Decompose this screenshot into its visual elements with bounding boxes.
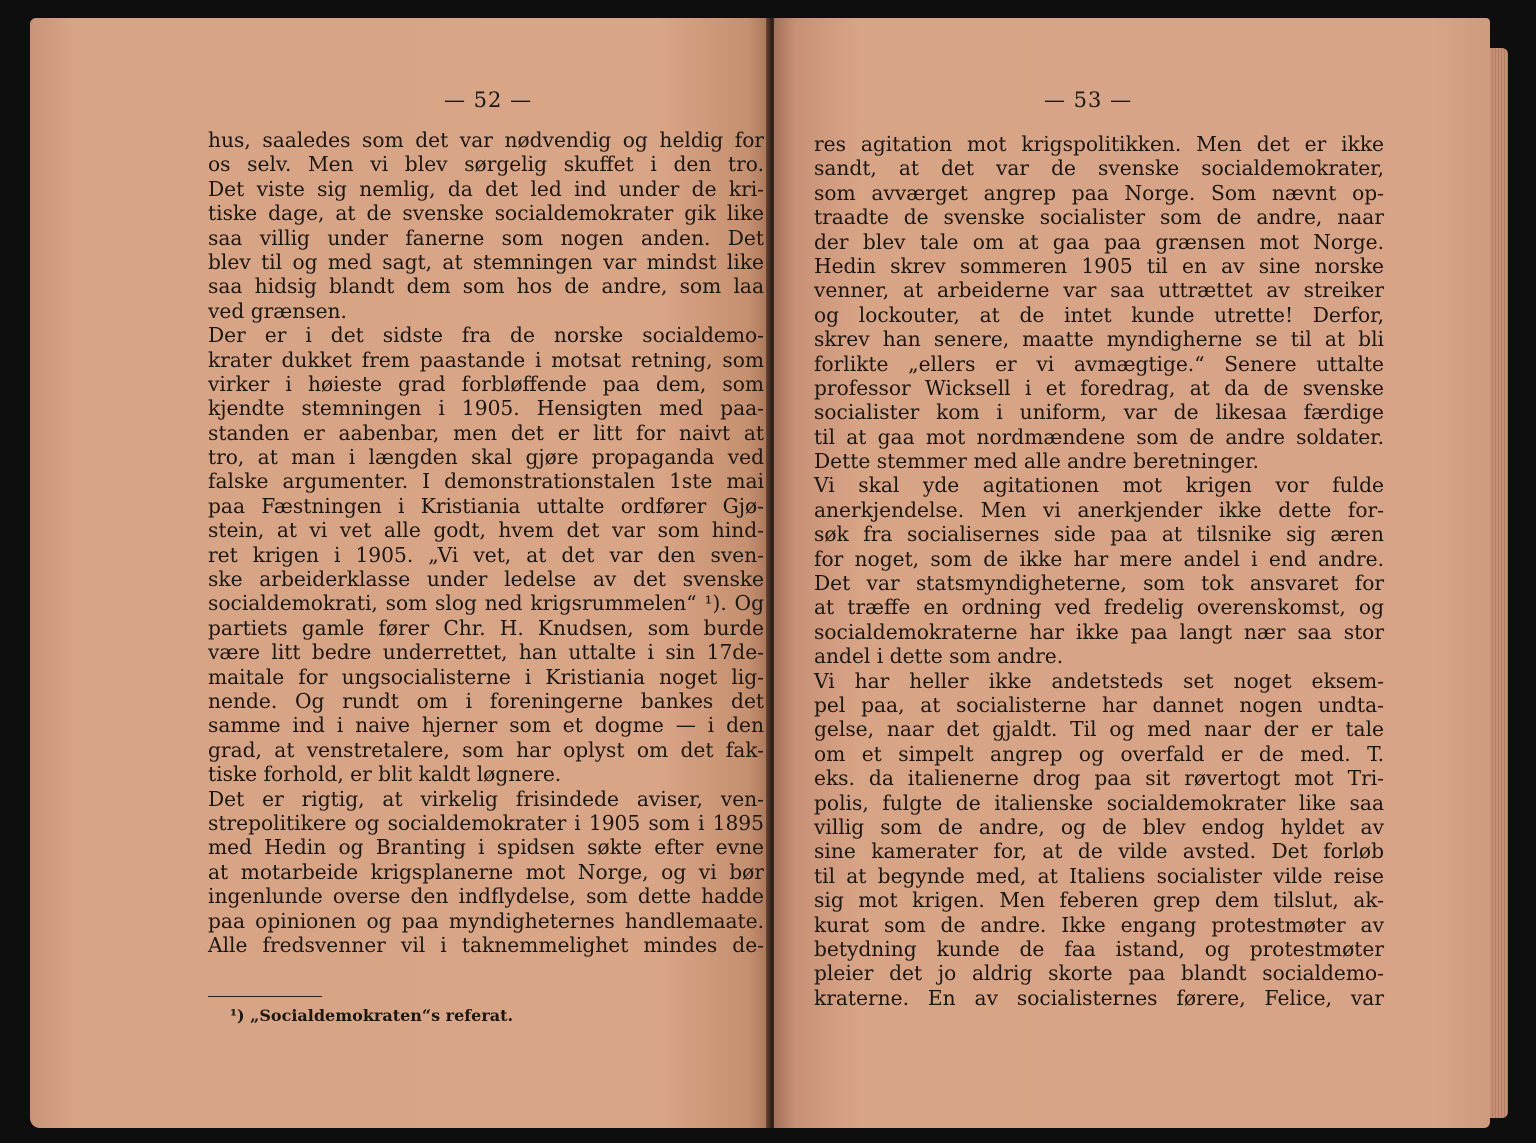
text-line: tiske dage, at de svenske socialdemokrater gik like (208, 201, 764, 226)
text-line: Det viste sig nemlig, da det led ind under de kri- (208, 176, 764, 201)
text-line: pleier det jo aldrig skorte paa blandt socialdemo- (814, 961, 1384, 986)
text-line: Dette stemmer med alle andre beretninger. (814, 449, 1259, 474)
text-line: være litt bedre underrettet, han uttalte i sin 17de- (208, 640, 764, 665)
text-line: krater dukket frem paastande i motsat retning, som (208, 347, 764, 372)
text-line: kurat som de andre. Ikke engang protestmøter av (814, 912, 1384, 937)
left-page (30, 18, 770, 1128)
text-line: eks. da italienerne drog paa sit røvertogt mot Tri- (814, 766, 1384, 791)
text-line: søk fra socialisernes side paa at tilsnike sig æren (814, 522, 1384, 547)
text-line: ret krigen i 1905. „Vi vet, at det var den sven- (208, 542, 764, 567)
text-line: der blev tale om at gaa paa grænsen mot Norge. (814, 229, 1384, 254)
text-line: betydning kunde de faa istand, og protestmøter (814, 936, 1384, 961)
page-number: — 52 — (444, 88, 533, 112)
text-line: os selv. Men vi blev sørgelig skuffet i den tro. (208, 152, 764, 177)
text-line: skrev han senere, maatte myndigherne se til at bli (814, 327, 1384, 352)
text-line: Det er rigtig, at virkelig frisindede aviser, ven- (208, 786, 764, 811)
text-line: sine kamerater for, at de vilde avsted. Det forløb (814, 839, 1384, 864)
text-line: samme ind i naive hjerner som et dogme — i den (208, 713, 764, 738)
text-line: stein, at vi vet alle godt, hvem det var som hind- (208, 518, 764, 543)
text-line: forlikte „ellers er vi avmægtige.“ Senere uttalte (814, 351, 1384, 376)
text-line: som avværget angrep paa Norge. Som nævnt op- (814, 180, 1384, 205)
text-line: til at gaa mot nordmændene som de andre soldater. (814, 424, 1384, 449)
text-line: kraterne. En av socialisternes førere, Felice, var (814, 985, 1384, 1010)
text-line: gelse, naar det gjaldt. Til og med naar der er tale (814, 717, 1384, 742)
text-line: om et simpelt angrep og overfald er de med. T. (814, 741, 1384, 766)
text-line: med Hedin og Branting i spidsen søkte efter evne (208, 835, 764, 860)
text-line: saa villig under fanerne som nogen anden. Det (208, 225, 764, 250)
text-line: Hedin skrev sommeren 1905 til en av sine norske (814, 253, 1384, 278)
text-line: strepolitikere og socialdemokrater i 1905 som i 1895 (208, 810, 764, 835)
text-line: virker i høieste grad forbløffende paa dem, som (208, 371, 764, 396)
text-line: tro, at man i længden skal gjøre propaganda ved (208, 445, 764, 470)
text-line: sandt, at det var de svenske socialdemokrater, (814, 156, 1384, 181)
text-line: Det var statsmyndigheterne, som tok ansvaret for (814, 571, 1384, 596)
text-line: falske argumenter. I demonstrationstalen 1ste mai (208, 469, 764, 494)
text-line: at træffe en ordning ved fredelig overenskomst, og (814, 595, 1384, 620)
body-text (814, 132, 1384, 1010)
text-line: maitale for ungsocialisterne i Kristiania noget lig- (208, 664, 764, 689)
footnote: ¹) „Socialdemokraten“s referat. (230, 1006, 514, 1025)
text-line: til at begynde med, at Italiens socialister vilde reise (814, 863, 1384, 888)
page-edges (1490, 48, 1508, 1118)
text-line: nende. Og rundt om i foreningerne bankes det (208, 688, 764, 713)
text-line: partiets gamle fører Chr. H. Knudsen, som burde (208, 615, 764, 640)
open-book (30, 18, 1508, 1128)
right-page (774, 18, 1490, 1128)
text-line: Vi skal yde agitationen mot krigen vor fulde (814, 473, 1384, 498)
body-text (208, 128, 764, 957)
text-line: socialdemokrati, som slog ned krigsrummelen“ ¹). Og (208, 591, 764, 616)
text-line: ved grænsen. (208, 298, 347, 323)
page-number: — 53 — (1044, 88, 1133, 112)
text-line: venner, at arbeiderne var saa uttrættet av streiker (814, 278, 1384, 303)
text-line: pel paa, at socialisterne har dannet nogen undta- (814, 692, 1384, 717)
text-line: at motarbeide krigsplanerne mot Norge, og vi bør (208, 859, 764, 884)
text-line: paa Fæstningen i Kristiania uttalte ordfører Gjø- (208, 493, 764, 518)
text-line: tiske forhold, er blit kaldt løgnere. (208, 762, 562, 787)
text-line: for noget, som de ikke har mere andel i end andre. (814, 546, 1384, 571)
text-line: socialdemokraterne har ikke paa langt nær saa stor (814, 619, 1384, 644)
text-line: og lockouter, at de intet kunde utrette! Derfor, (814, 302, 1384, 327)
text-line: sig mot krigen. Men feberen grep dem tilslut, ak- (814, 888, 1384, 913)
text-line: professor Wicksell i et foredrag, at da de svenske (814, 375, 1384, 400)
text-line: Der er i det sidste fra de norske socialdemo- (208, 323, 764, 348)
text-line: saa hidsig blandt dem som hos de andre, som laa (208, 274, 764, 299)
text-line: Alle fredsvenner vil i taknemmelighet mindes de- (208, 932, 764, 957)
text-line: blev til og med sagt, at stemningen var mindst like (208, 249, 764, 274)
text-line: grad, at venstretalere, som har oplyst om det fak- (208, 737, 764, 762)
text-line: paa opinionen og paa myndigheternes handlemaate. (208, 908, 764, 933)
text-line: polis, fulgte de italienske socialdemokrater like saa (814, 790, 1384, 815)
text-line: ske arbeiderklasse under ledelse av det svenske (208, 567, 764, 592)
text-line: standen er aabenbar, men det er litt for naivt at (208, 420, 764, 445)
text-line: hus, saaledes som det var nødvendig og heldig for (208, 128, 764, 152)
text-line: socialister kom i uniform, var de likesaa færdige (814, 400, 1384, 425)
text-line: Vi har heller ikke andetsteds set noget eksem- (814, 668, 1384, 693)
text-line: res agitation mot krigspolitikken. Men det er ikke (814, 132, 1384, 156)
footnote-rule (208, 996, 322, 997)
text-line: villig som de andre, og de blev endog hyldet av (814, 814, 1384, 839)
text-line: kjendte stemningen i 1905. Hensigten med paa- (208, 396, 764, 421)
text-line: traadte de svenske socialister som de andre, naar (814, 205, 1384, 230)
text-line: andel i dette som andre. (814, 644, 1064, 669)
text-line: anerkjendelse. Men vi anerkjender ikke dette for- (814, 497, 1384, 522)
text-line: ingenlunde overse den indflydelse, som dette hadde (208, 884, 764, 909)
